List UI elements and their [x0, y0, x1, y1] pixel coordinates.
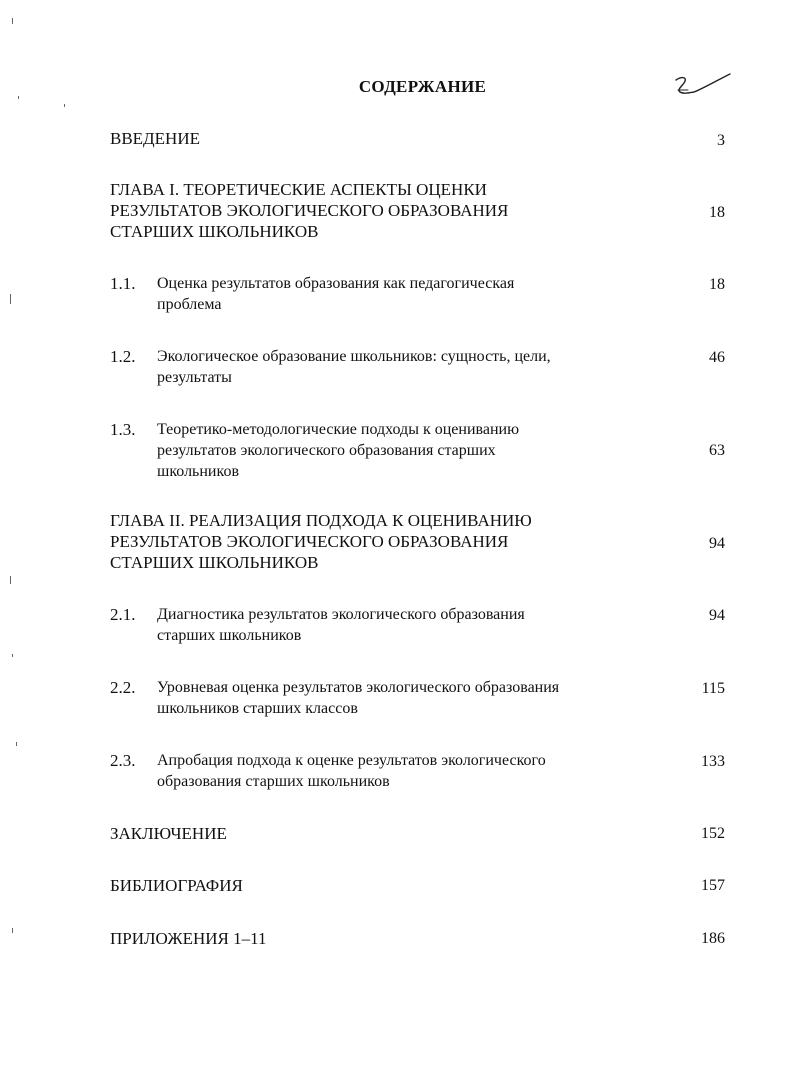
scan-speck	[64, 104, 65, 107]
toc-entry-section-1-1	[110, 273, 725, 315]
toc-line: образования старших школьников	[157, 773, 390, 790]
toc-page-number: 133	[701, 753, 725, 770]
toc-page-number: 63	[709, 442, 725, 459]
toc-line: ГЛАВА II. РЕАЛИЗАЦИЯ ПОДХОДА К ОЦЕНИВАНИЮ	[110, 511, 532, 530]
toc-line: результатов экологического образования старших	[157, 442, 496, 459]
toc-line: школьников	[157, 463, 239, 480]
toc-line: Теоретико-методологические подходы к оцениванию	[157, 421, 520, 438]
handwritten-signature-icon	[668, 68, 738, 108]
handwritten-page-mark	[668, 68, 738, 108]
toc-page-number: 157	[701, 877, 725, 894]
toc-label: ПРИЛОЖЕНИЯ 1–11	[110, 929, 267, 948]
toc-page-number: 94	[709, 535, 725, 552]
toc-entry-section-2-1	[110, 604, 725, 646]
toc-line: Апробация подхода к оценке результатов экологического	[157, 752, 546, 769]
toc-entry-section-1-2	[110, 346, 725, 388]
toc-entry-chapter-2	[110, 510, 725, 573]
toc-label: ВВЕДЕНИЕ	[110, 129, 200, 148]
toc-entry-section-2-3	[110, 750, 725, 792]
toc-page-number: 46	[709, 349, 725, 366]
toc-page-number: 18	[709, 276, 725, 293]
toc-line: ГЛАВА I. ТЕОРЕТИЧЕСКИЕ АСПЕКТЫ ОЦЕНКИ	[110, 180, 487, 199]
toc-line: СТАРШИХ ШКОЛЬНИКОВ	[110, 553, 319, 572]
scan-speck	[10, 576, 11, 584]
section-number: 1.3.	[110, 420, 136, 439]
toc-entry-chapter-1	[110, 179, 725, 242]
section-number: 2.2.	[110, 678, 136, 697]
toc-entry-section-1-3	[110, 419, 725, 482]
toc-page-number: 186	[701, 930, 725, 947]
toc-line: Диагностика результатов экологического образования	[157, 606, 525, 623]
section-number: 1.1.	[110, 274, 136, 293]
toc-entry-section-2-2	[110, 677, 725, 719]
section-number: 2.3.	[110, 751, 136, 770]
scan-speck	[12, 928, 13, 933]
toc-page-number: 94	[709, 607, 725, 624]
toc-line: результаты	[157, 369, 232, 386]
toc-entry-appendices	[110, 928, 725, 949]
toc-entry-bibliography	[110, 875, 725, 896]
toc-line: Оценка результатов образования как педагогическая	[157, 275, 515, 292]
toc-page-number: 3	[717, 132, 725, 149]
section-number: 1.2.	[110, 347, 136, 366]
scan-speck	[10, 294, 11, 304]
toc-entry-introduction	[110, 128, 725, 149]
section-number: 2.1.	[110, 605, 136, 624]
toc-page-number: 18	[709, 204, 725, 221]
toc-line: старших школьников	[157, 627, 302, 644]
toc-entry-conclusion	[110, 823, 725, 844]
toc-line: РЕЗУЛЬТАТОВ ЭКОЛОГИЧЕСКОГО ОБРАЗОВАНИЯ	[110, 201, 509, 220]
scan-speck	[12, 18, 13, 24]
toc-line: РЕЗУЛЬТАТОВ ЭКОЛОГИЧЕСКОГО ОБРАЗОВАНИЯ	[110, 532, 509, 551]
toc-page-number: 115	[701, 680, 725, 697]
scan-speck	[16, 742, 17, 746]
page-title: СОДЕРЖАНИЕ	[358, 77, 487, 96]
toc-label: ЗАКЛЮЧЕНИЕ	[110, 824, 227, 843]
toc-label: БИБЛИОГРАФИЯ	[110, 876, 243, 895]
toc-line: проблема	[157, 296, 222, 313]
toc-line: Экологическое образование школьников: сущность, цели,	[157, 348, 551, 365]
toc-page-number: 152	[701, 825, 725, 842]
toc-line: Уровневая оценка результатов экологического образования	[157, 679, 560, 696]
toc-line: школьников старших классов	[157, 700, 358, 717]
scan-speck	[12, 654, 13, 657]
toc-line: СТАРШИХ ШКОЛЬНИКОВ	[110, 222, 319, 241]
